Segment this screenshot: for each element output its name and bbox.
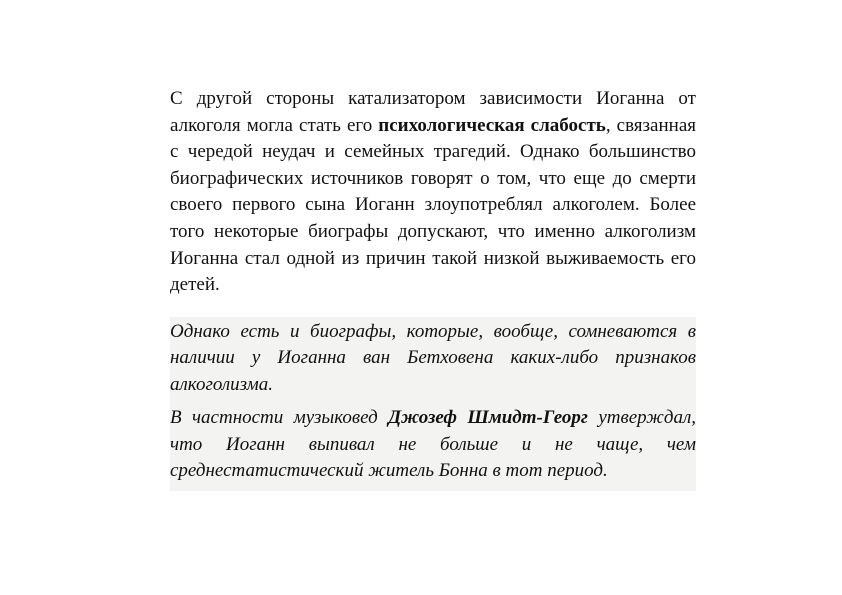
highlighted-quote-block [170,317,696,491]
quote-paragraph-1: Однако есть и биографы, которые, вообще, сомневаются в наличии у Иоганна ван Бетховена каких-либо признаков алкоголизма. [170,320,696,395]
document-content [170,86,696,491]
quote-text-end: утверждал, что Иоганн выпивал не больше и не чаще, чем среднестатистический житель Бонна в тот период. [170,407,696,482]
quote-text-start: В частности музыковед [170,407,389,429]
emphasis-psychological-weakness: психологическая слабость [378,114,606,136]
main-paragraph [170,86,696,299]
quote-paragraph-2 [170,405,696,485]
emphasis-musicologist-name: Джозеф Шмидт-Георг [388,407,588,429]
paragraph-text-start: С другой стороны катализатором зависимости Иоганна от алкоголя могла стать его [170,88,696,136]
paragraph-text-end: , связанная с чередой неудач и семейных трагедий. Однако большинство биографических источников говорят о том, что еще до смерти своего первого сына Иоганн злоупотреблял алкоголем. Более того некоторые биографы допускают, что именно алкоголизм Иоганна стал одной из причин такой низкой выживаемость его детей. [170,114,696,296]
